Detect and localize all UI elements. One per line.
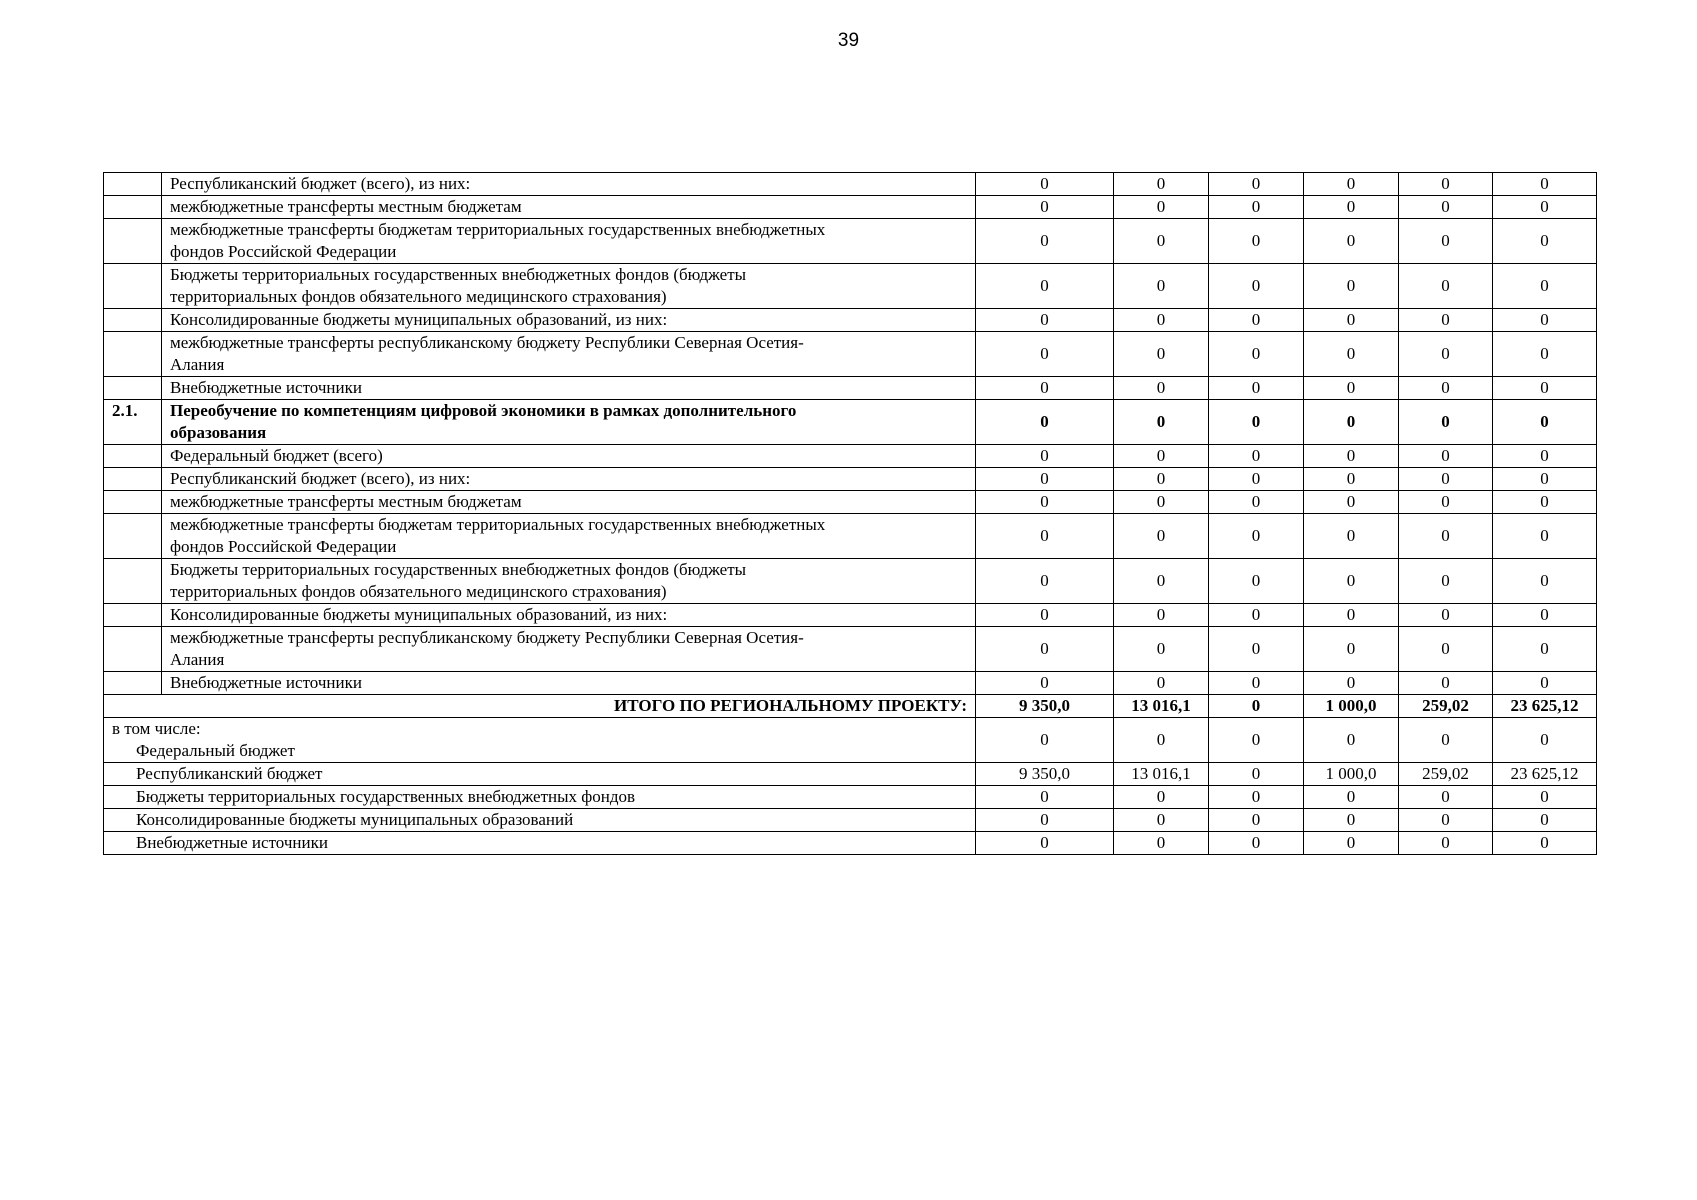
row-number xyxy=(104,332,162,377)
value-cell: 0 xyxy=(1114,196,1209,219)
table-row xyxy=(104,491,1597,514)
value-cell: 0 xyxy=(1114,627,1209,672)
value-cell: 0 xyxy=(1114,332,1209,377)
value-cell: 0 xyxy=(1304,264,1399,309)
row-number xyxy=(104,264,162,309)
summary-value-cell: 0 xyxy=(976,718,1114,763)
summary-label-text: Республиканский бюджет xyxy=(136,764,323,783)
table-row xyxy=(104,627,1597,672)
value-cell: 0 xyxy=(1209,468,1304,491)
value-cell: 0 xyxy=(1493,604,1597,627)
total-value-cell: 1 000,0 xyxy=(1304,695,1399,718)
value-cell: 0 xyxy=(1399,196,1493,219)
value-cell: 0 xyxy=(1493,468,1597,491)
value-cell: 0 xyxy=(1304,514,1399,559)
value-cell: 0 xyxy=(976,672,1114,695)
row-number xyxy=(104,468,162,491)
row-name: Внебюджетные источники xyxy=(162,672,976,695)
summary-value-cell: 0 xyxy=(1493,832,1597,855)
table-row xyxy=(104,173,1597,196)
row-name-line: межбюджетные трансферты бюджетам территориальных государственных внебюджетных xyxy=(170,220,826,239)
value-cell: 0 xyxy=(1304,377,1399,400)
value-cell: 0 xyxy=(976,309,1114,332)
budget-table xyxy=(103,172,1597,855)
row-name: Республиканский бюджет (всего), из них: xyxy=(162,468,976,491)
row-name-line: Бюджеты территориальных государственных внебюджетных фондов (бюджеты xyxy=(170,265,747,284)
value-cell: 0 xyxy=(1399,377,1493,400)
summary-label xyxy=(104,718,976,763)
table-row xyxy=(104,332,1597,377)
row-name-line: фондов Российской Федерации xyxy=(170,537,397,556)
value-cell: 0 xyxy=(976,491,1114,514)
value-cell: 0 xyxy=(1304,332,1399,377)
table-row xyxy=(104,468,1597,491)
page-number: 39 xyxy=(837,30,860,51)
value-cell: 0 xyxy=(1209,264,1304,309)
value-cell: 0 xyxy=(1114,445,1209,468)
value-cell: 0 xyxy=(1304,491,1399,514)
value-cell: 0 xyxy=(1209,491,1304,514)
value-cell: 0 xyxy=(1304,445,1399,468)
value-cell: 0 xyxy=(1493,377,1597,400)
value-cell: 0 xyxy=(1209,219,1304,264)
value-cell: 0 xyxy=(1114,173,1209,196)
row-name xyxy=(162,559,976,604)
value-cell: 0 xyxy=(976,627,1114,672)
summary-value-cell: 0 xyxy=(1209,718,1304,763)
value-cell: 0 xyxy=(1399,559,1493,604)
value-cell: 0 xyxy=(1114,219,1209,264)
value-cell: 0 xyxy=(976,445,1114,468)
summary-value-cell: 0 xyxy=(1209,763,1304,786)
summary-value-cell: 0 xyxy=(1114,809,1209,832)
row-name: Республиканский бюджет (всего), из них: xyxy=(162,173,976,196)
summary-value-cell: 1 000,0 xyxy=(1304,763,1399,786)
row-name xyxy=(162,219,976,264)
value-cell: 0 xyxy=(1493,514,1597,559)
row-number xyxy=(104,173,162,196)
value-cell: 0 xyxy=(1493,332,1597,377)
row-number xyxy=(104,604,162,627)
value-cell: 0 xyxy=(976,468,1114,491)
value-cell: 0 xyxy=(976,332,1114,377)
value-cell: 0 xyxy=(1493,219,1597,264)
value-cell: 0 xyxy=(1493,559,1597,604)
value-cell: 0 xyxy=(976,377,1114,400)
row-name: Федеральный бюджет (всего) xyxy=(162,445,976,468)
total-row xyxy=(104,695,1597,718)
value-cell: 0 xyxy=(976,196,1114,219)
summary-value-cell: 0 xyxy=(1399,718,1493,763)
summary-value-cell: 9 350,0 xyxy=(976,763,1114,786)
row-name-line: фондов Российской Федерации xyxy=(170,242,397,261)
value-cell: 0 xyxy=(1209,514,1304,559)
summary-label-text: Бюджеты территориальных государственных внебюджетных фондов xyxy=(136,787,636,806)
value-cell: 0 xyxy=(1209,196,1304,219)
value-cell: 0 xyxy=(1209,627,1304,672)
value-cell: 0 xyxy=(1114,672,1209,695)
value-cell: 0 xyxy=(1209,445,1304,468)
summary-row xyxy=(104,718,1597,763)
value-cell: 0 xyxy=(976,173,1114,196)
value-cell: 0 xyxy=(1399,672,1493,695)
summary-label xyxy=(104,809,976,832)
value-cell: 0 xyxy=(1399,514,1493,559)
table-row xyxy=(104,196,1597,219)
value-cell: 0 xyxy=(1304,559,1399,604)
value-cell: 0 xyxy=(1114,264,1209,309)
row-number xyxy=(104,559,162,604)
value-cell: 0 xyxy=(1304,400,1399,445)
summary-value-cell: 0 xyxy=(1304,786,1399,809)
table-row xyxy=(104,309,1597,332)
total-value-cell: 23 625,12 xyxy=(1493,695,1597,718)
summary-value-cell: 0 xyxy=(1209,786,1304,809)
table-row xyxy=(104,377,1597,400)
total-value-cell: 0 xyxy=(1209,695,1304,718)
value-cell: 0 xyxy=(1399,309,1493,332)
value-cell: 0 xyxy=(1304,173,1399,196)
summary-label xyxy=(104,763,976,786)
summary-value-cell: 0 xyxy=(1493,786,1597,809)
value-cell: 0 xyxy=(1399,491,1493,514)
total-value-cell: 13 016,1 xyxy=(1114,695,1209,718)
value-cell: 0 xyxy=(1399,173,1493,196)
summary-label-line: Федеральный бюджет xyxy=(136,741,295,760)
value-cell: 0 xyxy=(1399,332,1493,377)
summary-value-cell: 13 016,1 xyxy=(1114,763,1209,786)
table-row xyxy=(104,445,1597,468)
value-cell: 0 xyxy=(1304,196,1399,219)
row-number xyxy=(104,445,162,468)
value-cell: 0 xyxy=(1114,309,1209,332)
summary-value-cell: 0 xyxy=(1304,832,1399,855)
value-cell: 0 xyxy=(1493,445,1597,468)
summary-row xyxy=(104,809,1597,832)
summary-value-cell: 0 xyxy=(1304,809,1399,832)
summary-value-cell: 0 xyxy=(1399,832,1493,855)
value-cell: 0 xyxy=(1493,627,1597,672)
value-cell: 0 xyxy=(1304,219,1399,264)
value-cell: 0 xyxy=(1399,264,1493,309)
value-cell: 0 xyxy=(1114,514,1209,559)
value-cell: 0 xyxy=(1114,559,1209,604)
value-cell: 0 xyxy=(1304,309,1399,332)
total-value-cell: 259,02 xyxy=(1399,695,1493,718)
summary-value-cell: 0 xyxy=(976,832,1114,855)
row-name-line: межбюджетные трансферты республиканскому бюджету Республики Северная Осетия- xyxy=(170,628,804,647)
value-cell: 0 xyxy=(1114,604,1209,627)
table-row xyxy=(104,559,1597,604)
summary-row xyxy=(104,832,1597,855)
summary-value-cell: 0 xyxy=(1493,718,1597,763)
row-name xyxy=(162,514,976,559)
row-name: Внебюджетные источники xyxy=(162,377,976,400)
summary-value-cell: 23 625,12 xyxy=(1493,763,1597,786)
table-row xyxy=(104,514,1597,559)
summary-value-cell: 0 xyxy=(1114,786,1209,809)
table-row xyxy=(104,264,1597,309)
value-cell: 0 xyxy=(1304,468,1399,491)
summary-label xyxy=(104,786,976,809)
value-cell: 0 xyxy=(976,559,1114,604)
total-label: ИТОГО ПО РЕГИОНАЛЬНОМУ ПРОЕКТУ: xyxy=(104,695,976,718)
value-cell: 0 xyxy=(976,264,1114,309)
value-cell: 0 xyxy=(1493,196,1597,219)
summary-value-cell: 0 xyxy=(1399,786,1493,809)
value-cell: 0 xyxy=(976,604,1114,627)
value-cell: 0 xyxy=(1114,491,1209,514)
value-cell: 0 xyxy=(1304,672,1399,695)
value-cell: 0 xyxy=(1209,332,1304,377)
summary-label-text: Консолидированные бюджеты муниципальных образований xyxy=(136,810,574,829)
row-name: Консолидированные бюджеты муниципальных образований, из них: xyxy=(162,604,976,627)
table-row xyxy=(104,400,1597,445)
summary-value-cell: 259,02 xyxy=(1399,763,1493,786)
row-name xyxy=(162,332,976,377)
row-name: межбюджетные трансферты местным бюджетам xyxy=(162,491,976,514)
summary-value-cell: 0 xyxy=(1493,809,1597,832)
row-name-line: межбюджетные трансферты республиканскому бюджету Республики Северная Осетия- xyxy=(170,333,804,352)
row-name-line: межбюджетные трансферты бюджетам территориальных государственных внебюджетных xyxy=(170,515,826,534)
value-cell: 0 xyxy=(1304,627,1399,672)
summary-value-cell: 0 xyxy=(976,786,1114,809)
row-number: 2.1. xyxy=(104,400,162,445)
value-cell: 0 xyxy=(1209,309,1304,332)
row-number xyxy=(104,491,162,514)
table-row xyxy=(104,604,1597,627)
summary-value-cell: 0 xyxy=(1209,832,1304,855)
total-value-cell: 9 350,0 xyxy=(976,695,1114,718)
row-name xyxy=(162,627,976,672)
row-number xyxy=(104,514,162,559)
value-cell: 0 xyxy=(1209,377,1304,400)
value-cell: 0 xyxy=(1114,400,1209,445)
row-number xyxy=(104,219,162,264)
summary-row xyxy=(104,763,1597,786)
value-cell: 0 xyxy=(1493,672,1597,695)
value-cell: 0 xyxy=(1399,400,1493,445)
summary-value-cell: 0 xyxy=(1399,809,1493,832)
value-cell: 0 xyxy=(1399,219,1493,264)
row-name-line: территориальных фондов обязательного медицинского страхования) xyxy=(170,287,667,306)
value-cell: 0 xyxy=(1493,491,1597,514)
summary-label xyxy=(104,832,976,855)
value-cell: 0 xyxy=(1209,400,1304,445)
summary-label-text: Внебюджетные источники xyxy=(136,833,328,852)
row-name xyxy=(162,400,976,445)
value-cell: 0 xyxy=(1399,445,1493,468)
value-cell: 0 xyxy=(1493,309,1597,332)
value-cell: 0 xyxy=(1493,400,1597,445)
value-cell: 0 xyxy=(1399,468,1493,491)
value-cell: 0 xyxy=(1209,559,1304,604)
summary-row xyxy=(104,786,1597,809)
row-name-line: Алания xyxy=(170,355,225,374)
value-cell: 0 xyxy=(976,219,1114,264)
row-name-line: Алания xyxy=(170,650,225,669)
row-name: Консолидированные бюджеты муниципальных образований, из них: xyxy=(162,309,976,332)
row-number xyxy=(104,627,162,672)
summary-label-line: в том числе: xyxy=(112,719,201,738)
row-name-line: образования xyxy=(170,423,267,442)
value-cell: 0 xyxy=(1209,604,1304,627)
value-cell: 0 xyxy=(1209,672,1304,695)
value-cell: 0 xyxy=(1493,173,1597,196)
row-name xyxy=(162,264,976,309)
value-cell: 0 xyxy=(1209,173,1304,196)
value-cell: 0 xyxy=(1399,604,1493,627)
row-number xyxy=(104,196,162,219)
row-name-line: Бюджеты территориальных государственных внебюджетных фондов (бюджеты xyxy=(170,560,747,579)
row-number xyxy=(104,672,162,695)
value-cell: 0 xyxy=(976,514,1114,559)
summary-value-cell: 0 xyxy=(1114,832,1209,855)
row-number xyxy=(104,377,162,400)
row-name-line: Переобучение по компетенциям цифровой экономики в рамках дополнительного xyxy=(170,401,797,420)
value-cell: 0 xyxy=(1493,264,1597,309)
row-number xyxy=(104,309,162,332)
summary-value-cell: 0 xyxy=(1114,718,1209,763)
row-name: межбюджетные трансферты местным бюджетам xyxy=(162,196,976,219)
value-cell: 0 xyxy=(1304,604,1399,627)
summary-value-cell: 0 xyxy=(1209,809,1304,832)
summary-value-cell: 0 xyxy=(976,809,1114,832)
table-row xyxy=(104,219,1597,264)
summary-value-cell: 0 xyxy=(1304,718,1399,763)
budget-table-body xyxy=(104,173,1597,855)
value-cell: 0 xyxy=(1114,377,1209,400)
value-cell: 0 xyxy=(1399,627,1493,672)
value-cell: 0 xyxy=(976,400,1114,445)
row-name-line: территориальных фондов обязательного медицинского страхования) xyxy=(170,582,667,601)
table-row xyxy=(104,672,1597,695)
value-cell: 0 xyxy=(1114,468,1209,491)
